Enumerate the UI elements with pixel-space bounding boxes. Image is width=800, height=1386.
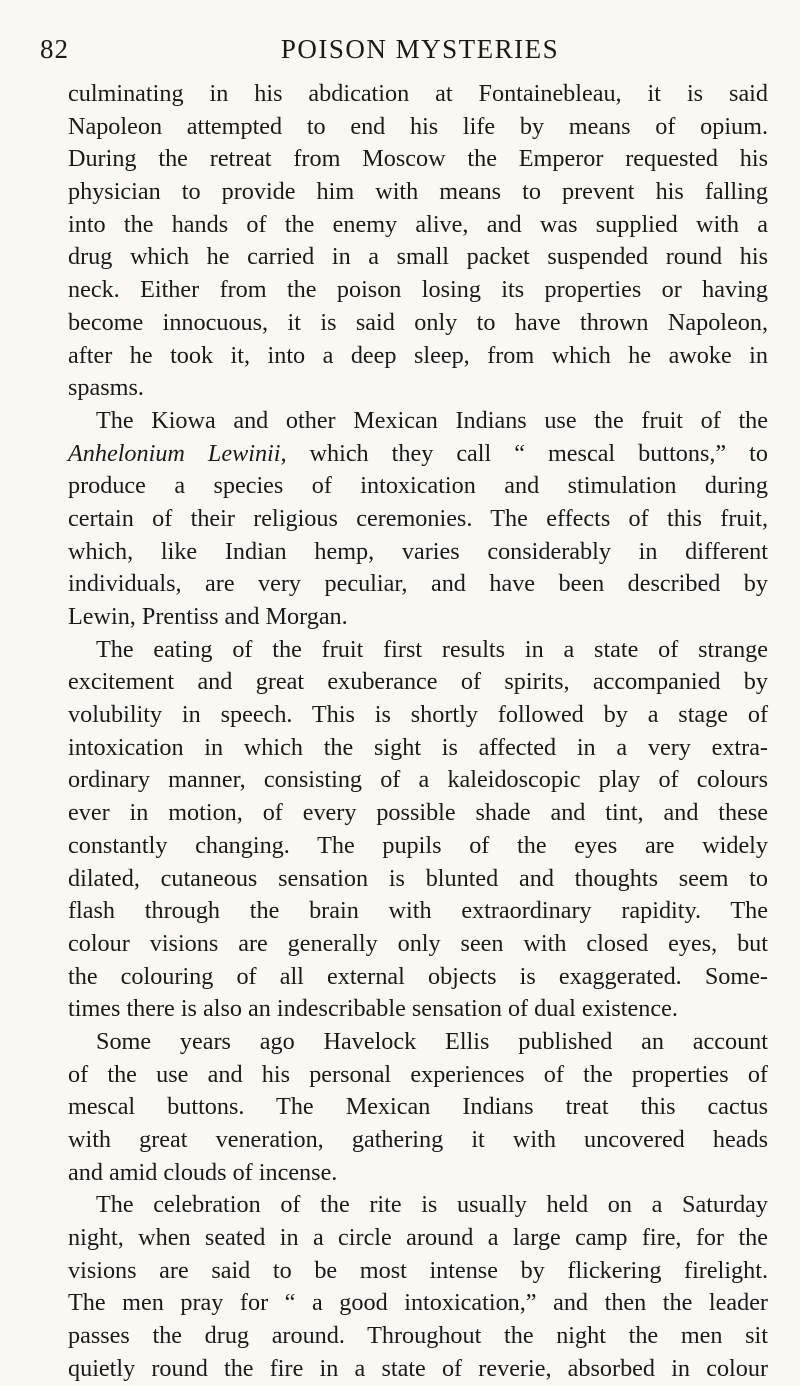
text-line: volubility in speech. This is shortly followed by a stage of (68, 701, 768, 729)
text-line: individuals, are very peculiar, and have been described by (68, 570, 768, 598)
paragraph-lead: The Kiowa and other Mexican Indians use the fruit of the (96, 406, 768, 434)
text-line: quietly round the fire in a state of reverie, absorbed in colour (68, 1354, 768, 1382)
page-header (40, 34, 770, 70)
text-line: During the retreat from Moscow the Emperor requested his (68, 145, 768, 173)
text-line (68, 405, 768, 438)
text-line: Napoleon attempted to end his life by means of opium. (68, 112, 768, 140)
text-line: colour visions are generally only seen with closed eyes, but (68, 929, 768, 957)
text-line: ordinary manner, consisting of a kaleidoscopic play of colours (68, 766, 768, 794)
text-line-italic (68, 438, 768, 471)
text-line: intoxication in which the sight is affected in a very extra- (68, 733, 768, 761)
text-line: become innocuous, it is said only to have thrown Napoleon, (68, 308, 768, 336)
text-line: into the hands of the enemy alive, and was supplied with a (68, 210, 768, 238)
text-line: of the use and his personal experiences of the properties of (68, 1060, 768, 1088)
text-line: produce a species of intoxication and stimulation during (68, 472, 768, 500)
text-line: excitement and great exuberance of spirits, accompanied by (68, 668, 768, 696)
page-number: 82 (40, 34, 69, 64)
running-head: POISON MYSTERIES (280, 34, 560, 64)
text-line: night, when seated in a circle around a large camp fire, for the (68, 1224, 768, 1252)
text-line: which, like Indian hemp, varies considerably in different (68, 537, 768, 565)
text-line: Lewin, Prentiss and Morgan. (68, 603, 348, 630)
text-line: The celebration of the rite is usually held on a Saturday (96, 1191, 768, 1219)
text-line: neck. Either from the poison losing its properties or having (68, 276, 768, 304)
text-line: visions are said to be most intense by flickering firelight. (68, 1256, 768, 1284)
text-line: passes the drug around. Throughout the night the men sit (68, 1322, 768, 1350)
text-line: mescal buttons. The Mexican Indians treat this cactus (68, 1093, 768, 1121)
species-name: Anhelonium Lewinii, (68, 439, 287, 467)
text-line: times there is also an indescribable sensation of dual existence. (68, 995, 678, 1023)
text-line: constantly changing. The pupils of the eyes are widely (68, 831, 768, 859)
text-line: certain of their religious ceremonies. The effects of this fruit, (68, 504, 768, 532)
text-line: Some years ago Havelock Ellis published an account (96, 1027, 768, 1055)
text-line: culminating in his abdication at Fontainebleau, it is said (68, 80, 768, 107)
text-continuation: which they call “ mescal buttons,” to (286, 439, 768, 467)
text-line: the colouring of all external objects is exaggerated. Some- (68, 962, 768, 990)
text-line: and amid clouds of incense. (68, 1158, 338, 1186)
text-line: The eating of the fruit first results in a state of strange (96, 635, 768, 663)
text-line: after he took it, into a deep sleep, from which he awoke in (68, 341, 768, 369)
text-line: dilated, cutaneous sensation is blunted and thoughts seem to (68, 864, 768, 892)
text-line: ever in motion, of every possible shade and tint, and these (68, 799, 768, 827)
text-line: flash through the brain with extraordinary rapidity. The (68, 897, 768, 925)
text-line: drug which he carried in a small packet suspended round his (68, 243, 768, 271)
text-line: with great veneration, gathering it with uncovered heads (68, 1126, 768, 1153)
body-text (68, 78, 768, 1386)
text-line: physician to provide him with means to prevent his falling (68, 178, 768, 206)
text-line: The men pray for “ a good intoxication,” and then the leader (68, 1289, 768, 1317)
text-line: spasms. (68, 374, 144, 402)
